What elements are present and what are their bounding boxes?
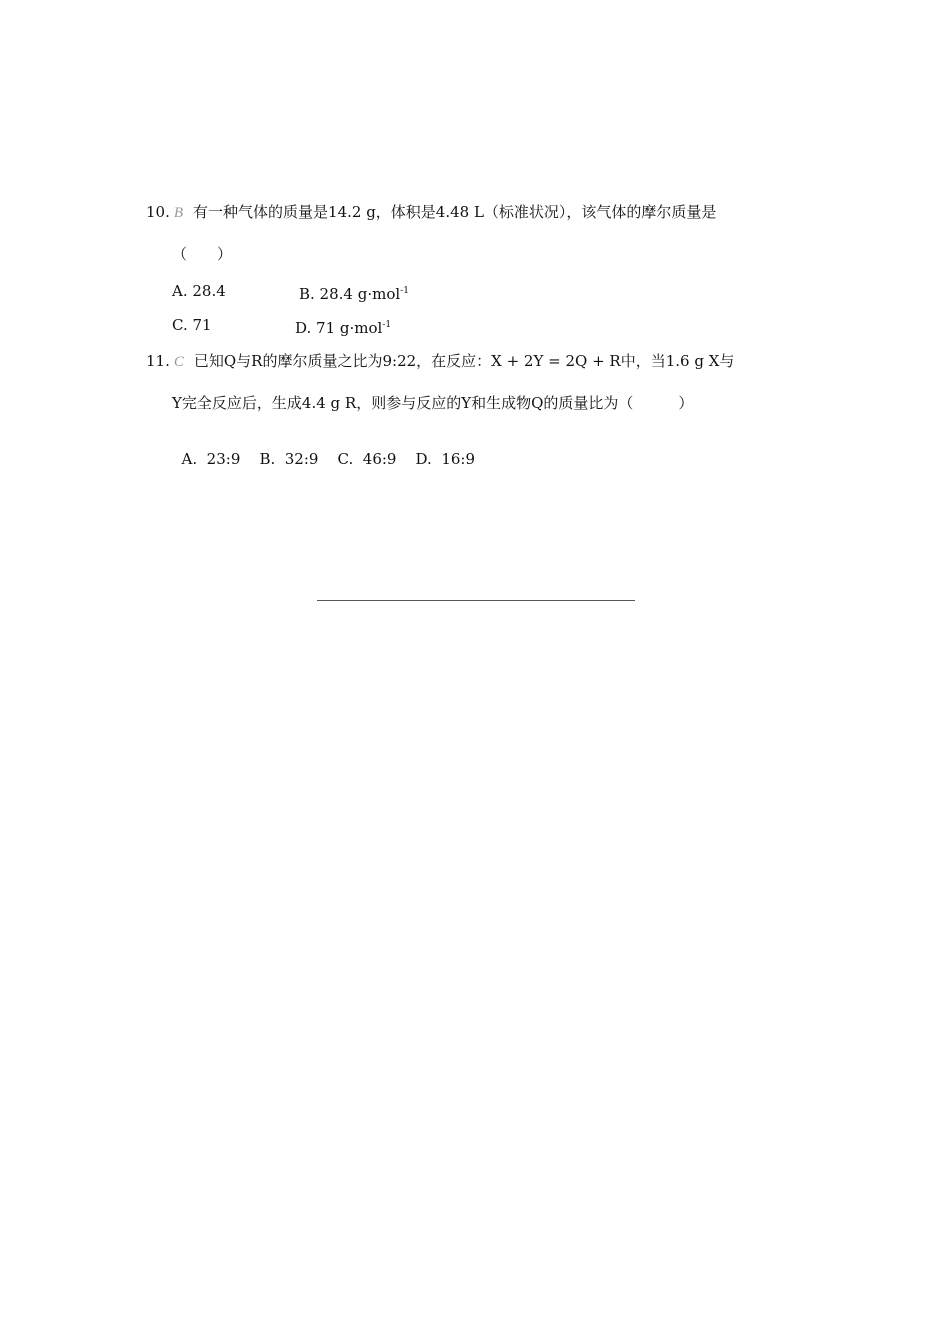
question-11-number: 11. <box>146 352 170 370</box>
question-11-answer: C <box>173 354 184 370</box>
question-11-options: A. 23:9 B. 32:9 C. 46:9 D. 16:9 <box>181 450 476 468</box>
question-10-option-c: C. 71 <box>172 316 212 334</box>
question-10-option-d: D. 71 g·mol$^{-1}$ <box>295 319 392 337</box>
question-11-stem: 已知Q与R的摩尔质量之比为9:22，在反应：X + 2Y = 2Q + R中，当1.6 g X与 <box>193 352 735 370</box>
question-10-option-d-exponent: -1 <box>382 320 392 330</box>
question-10-bracket: （ ） <box>172 245 233 263</box>
question-11-stem-continued: Y完全反应后，生成4.4 g R，则参与反应的Y和生成物Q的质量比为（ ） <box>172 394 694 412</box>
question-10-line-1 <box>146 202 716 223</box>
question-10-option-b-exponent: -1 <box>400 286 409 296</box>
question-11-line-2 <box>172 393 693 413</box>
question-10-number: 10. <box>146 203 170 221</box>
question-11-line-1 <box>146 351 734 372</box>
question-10-stem: 有一种气体的质量是14.2 g，体积是4.48 L（标准状况），该气体的摩尔质量是 <box>193 203 717 221</box>
section-divider <box>317 600 635 601</box>
question-10-line-2 <box>172 244 232 264</box>
question-10-option-a: A. 28.4 <box>172 282 226 300</box>
question-10-option-b: B. 28.4 g·mol$^{-1}$ <box>299 285 409 303</box>
question-10-answer: B <box>173 205 184 221</box>
